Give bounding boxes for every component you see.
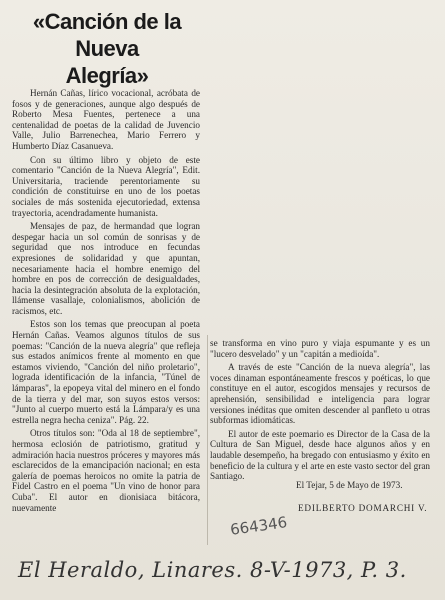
author-signature: EDILBERTO DOMARCHI V. bbox=[298, 503, 428, 513]
paragraph: El autor de este poemario es Director de la Casa de la Cultura de San Miguel, desde hace algunos años y en laudable desempeño, ha bregado con entusiasmo y éxito en beneficio de la cultura y el arte en este vasto sector del gran Santiago. bbox=[210, 428, 430, 482]
paragraph: Mensajes de paz, de hermandad que logran despegar hacia un sol común de sonrisas y de seguridad que nos introduce en fecundas expresiones de solidaridad y que apuntan, necesariamente hacia el hombre enemigo del hombre en pos de corrección de desigualdades, hacia la desintegración absoluta de la explotación, llámense vasallaje, colonialismos, abolición de racismos, etc. bbox=[12, 221, 200, 316]
article-column-2 bbox=[210, 338, 430, 482]
archive-number: 664346 bbox=[229, 513, 289, 539]
paragraph: Hernán Cañas, lírico vocacional, acróbata de fosos y de generaciones, aunque algo después de Roberto Mesa Fuentes, pertenece a una centenalidad de poetas de la calidad de Juvencio Valle, Julio Barrenechea, Mario Ferrero y Humberto Díaz Casanueva. bbox=[12, 88, 200, 151]
paragraph: se transforma en vino puro y viaja espumante y es un "lucero desvelado" y un "capitán a medioída". bbox=[210, 338, 430, 359]
paragraph: Otros títulos son: "Oda al 18 de septiembre", hermosa eclosión de patriotismo, gratitud y admiración hacia nuestros próceres y mayores más esclarecidos de la emancipación nacional; en esta galería de poemas heroicos no omite la patria de Fidel Castro en el poema "Un vino de honor para Cuba". El autor en dionisiaca bitácora, nuevamente bbox=[12, 428, 200, 513]
paragraph: Con su último libro y objeto de este comentario "Canción de la Nueva Alegría", Edit. Universitaria, traciende perentoriamente su condición de constituirse en uno de los poetas sociales de más sostenida ejecutoriedad, extensa trayectoria, acendradamente humanista. bbox=[12, 154, 200, 218]
article-column-1 bbox=[12, 88, 200, 553]
paragraph: Estos son los temas que preocupan al poeta Hernán Cañas. Veamos algunos títulos de sus poemas: "Canción de la nueva alegría" que refleja sus estados anímicos frente al momento en que estamos viviendo, "Canción del niño proletario", lograda identificación de la infancia, "Túnel de lámparas", la epopeya vital del minero en el fondo de la tierra y del mar, son suyos estos versos: "Junto al cuerpo muerto está la Lámpara/y es una estrella negra hecha ceniza". Pág. 22. bbox=[12, 319, 200, 425]
column-divider bbox=[207, 335, 208, 545]
paragraph: A través de este "Canción de la nueva alegría", las voces dinaman espontáneamente frescos y poéticas, lo que constituye en el autor, escogidos mensajes y recursos de aprehensión, sensibilidad e inteligencia para lograr versiones inéditas que omiten descender al panfleto u otras subformas idiomáticas. bbox=[210, 362, 430, 426]
handwritten-source-note: El Heraldo, Linares. 8-V-1973, P. 3. bbox=[18, 558, 407, 582]
place-date: El Tejar, 5 de Mayo de 1973. bbox=[296, 480, 403, 490]
article-title: «Canción de la Nueva Alegría» bbox=[32, 9, 182, 88]
